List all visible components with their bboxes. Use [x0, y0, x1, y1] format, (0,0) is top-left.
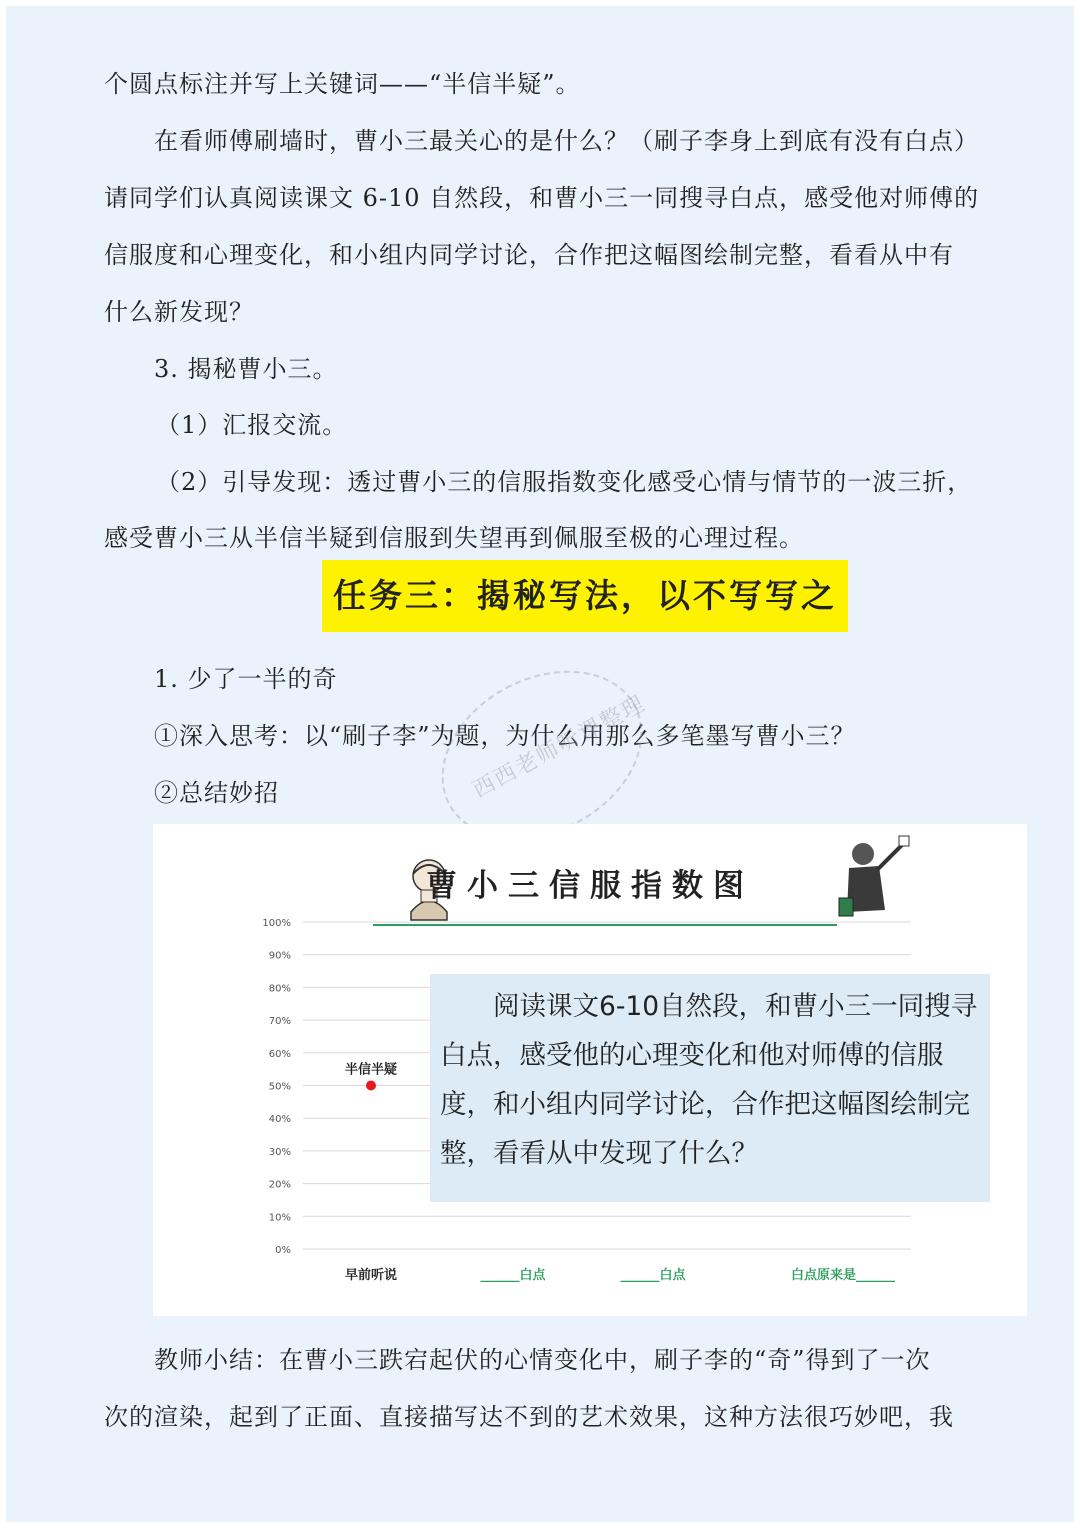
chart-note-box: [430, 974, 990, 1202]
y-tick-label: 90%: [268, 950, 291, 962]
task-banner: 任务三：揭秘写法，以不写写之: [322, 560, 848, 632]
y-tick-label: 30%: [268, 1146, 291, 1158]
y-tick-label: 80%: [268, 983, 291, 995]
paragraph-line: 3. 揭秘曹小三。: [154, 355, 338, 383]
y-tick-label: 0%: [275, 1245, 291, 1256]
chart-card: [153, 824, 1027, 1316]
paragraph-line: 个圆点标注并写上关键词——“半信半疑”。: [104, 70, 581, 98]
y-tick-label: 100%: [262, 918, 291, 929]
paragraph-line: 感受曹小三从半信半疑到信服到失望再到佩服至极的心理过程。: [104, 524, 804, 552]
data-point: [366, 1081, 376, 1091]
x-axis-categories: [345, 1267, 896, 1283]
paragraph-line: （1）汇报交流。: [156, 411, 348, 439]
y-axis-ticks: [262, 918, 291, 1256]
document-page: [6, 6, 1074, 1522]
chart-points: [345, 1062, 397, 1091]
summary-line: 教师小结：在曹小三跌宕起伏的心情变化中，刷子李的“奇”得到了一次: [154, 1346, 931, 1374]
y-tick-label: 50%: [268, 1081, 291, 1093]
paragraph-line: 什么新发现？: [104, 298, 254, 326]
y-tick-label: 70%: [268, 1016, 291, 1028]
y-tick-label: 60%: [268, 1048, 291, 1060]
x-category-label: 早前听说: [344, 1268, 398, 1283]
section-item: 1. 少了一半的奇: [154, 665, 338, 693]
y-tick-label: 20%: [268, 1179, 291, 1191]
paragraph-line: 请同学们认真阅读课文 6-10 自然段，和曹小三一同搜寻白点，感受他对师傅的: [104, 184, 980, 212]
paragraph-line: 信服度和心理变化，和小组内同学讨论，合作把这幅图绘制完整，看看从中有: [104, 241, 954, 269]
data-point-label: 半信半疑: [344, 1062, 398, 1078]
x-category-label: ______白点: [480, 1268, 546, 1283]
paragraph-line: 在看师傅刷墙时，曹小三最关心的是什么？（刷子李身上到底有没有白点）: [154, 127, 979, 155]
x-category-label: 白点原来是______: [790, 1268, 896, 1283]
y-tick-label: 10%: [268, 1212, 291, 1224]
paragraph-line: （2）引导发现：透过曹小三的信服指数变化感受心情与情节的一波三折，: [156, 468, 973, 496]
chart-title: 曹小三信服指数图: [426, 868, 754, 904]
watermark-text: 西西老师听课整理: [468, 691, 651, 804]
x-category-label: ______白点: [620, 1268, 686, 1283]
summary-line: 次的渲染，起到了正面、直接描写达不到的艺术效果，这种方法很巧妙吧，我: [104, 1403, 954, 1431]
title-underline: [373, 924, 837, 926]
y-tick-label: 40%: [268, 1114, 291, 1126]
question-line: ①深入思考：以“刷子李”为题，为什么用那么多笔墨写曹小三？: [154, 722, 856, 750]
question-line: ②总结妙招: [154, 779, 279, 807]
chart-note-text: 阅读课文6-10自然段，和曹小三一同搜寻白点，感受他的心理变化和他对师傅的信服度，和小组内同学讨论，合作把这幅图绘制完整，看看从中发现了什么？: [440, 991, 978, 1169]
